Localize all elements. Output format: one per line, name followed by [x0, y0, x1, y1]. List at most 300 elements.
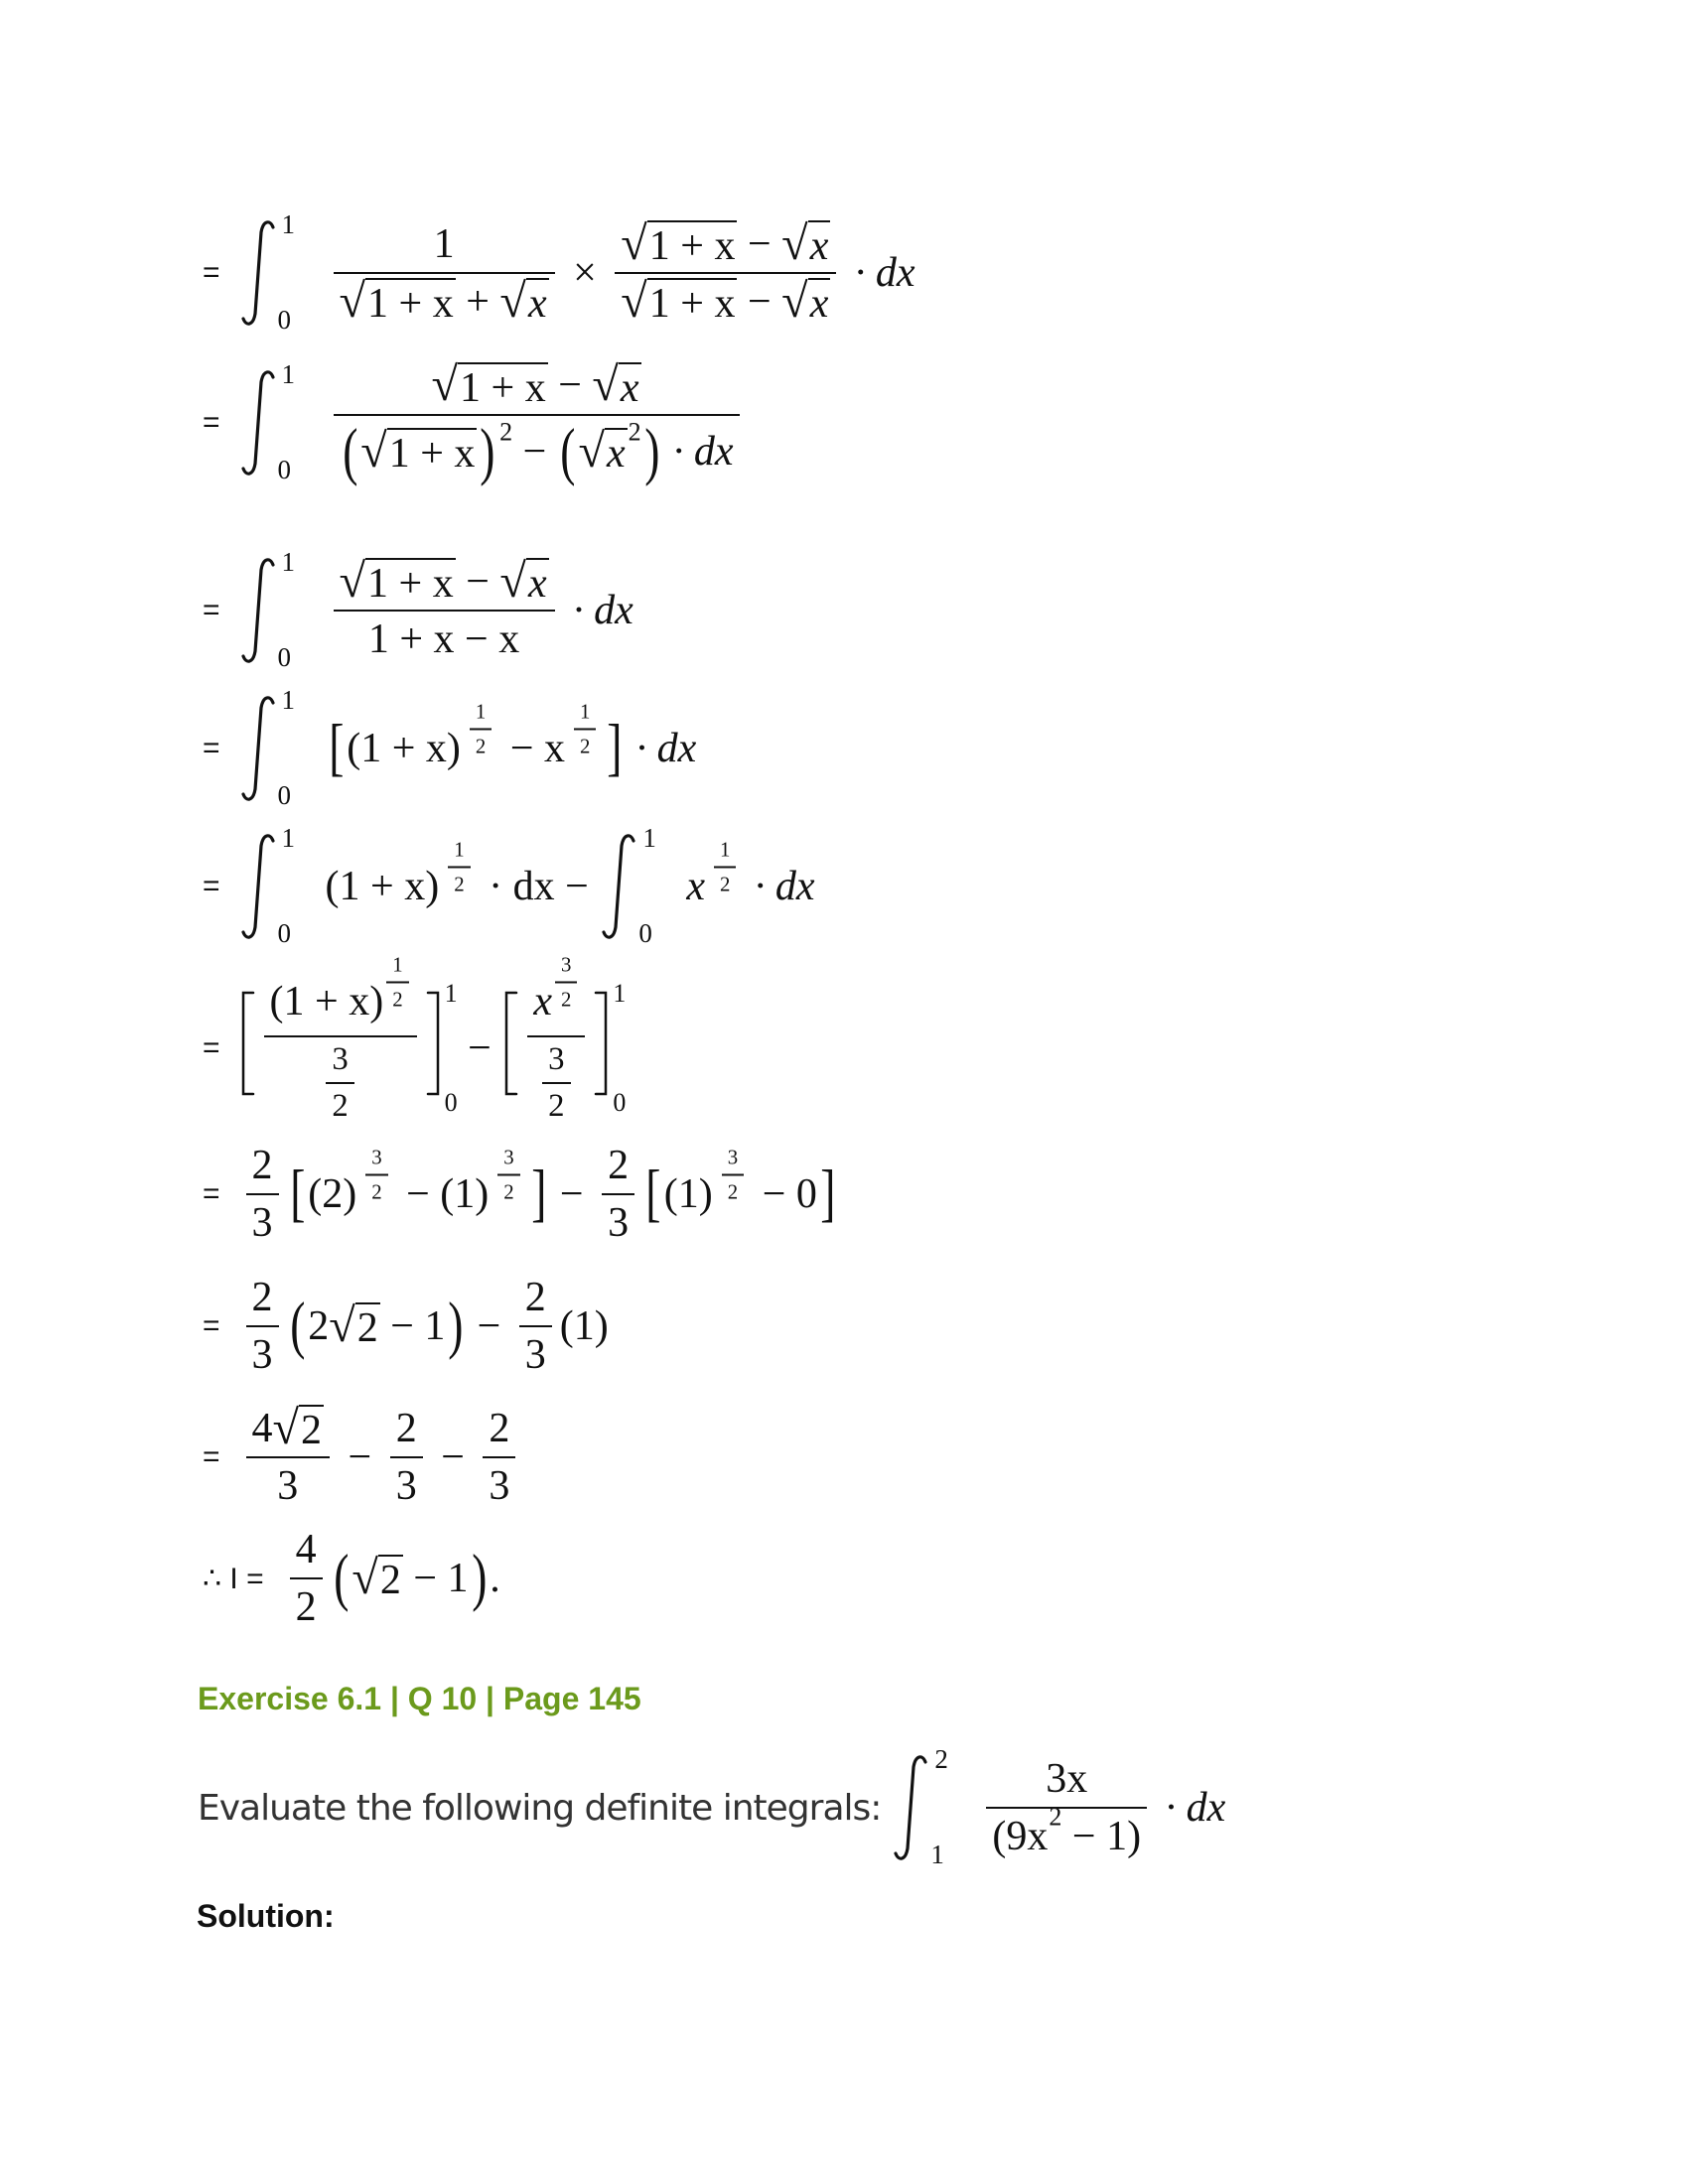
fraction [714, 837, 736, 896]
math-text: 2 [392, 987, 403, 1012]
fraction [497, 1145, 519, 1204]
square-root [781, 216, 830, 270]
numerator [448, 837, 470, 862]
evaluation-limits [613, 979, 626, 1118]
math-text: x [809, 222, 829, 269]
math-text: (1) [559, 1303, 609, 1349]
fraction-bar [390, 1456, 423, 1458]
open-bracket: [ [328, 712, 344, 784]
open-bracket: ( [289, 1290, 305, 1362]
fraction-bar [527, 1035, 585, 1037]
open-bracket [501, 989, 519, 1109]
upper-limit: 2 [934, 1744, 948, 1774]
math-text: (2) [308, 1171, 357, 1217]
math-text: x [533, 979, 552, 1024]
math-text: 2 [295, 1584, 317, 1630]
superscript [1049, 1802, 1061, 1832]
radicand [387, 428, 478, 476]
math-text: 3 [727, 1145, 739, 1169]
open-bracket [238, 989, 256, 1109]
radicand [526, 278, 549, 326]
math-text: (1 + x) [325, 864, 440, 909]
close-bracket-icon [425, 989, 443, 1098]
square-root [360, 424, 477, 478]
radical-sign-icon: √ [621, 275, 647, 328]
math-text: 2 [580, 734, 591, 758]
numerator [246, 1274, 279, 1321]
numerator [542, 1041, 570, 1078]
math-text: 3x [1046, 1756, 1088, 1802]
superscript [566, 699, 604, 758]
denominator [362, 615, 525, 663]
math-text: · dx [844, 250, 915, 296]
math-text: . [490, 1556, 500, 1601]
square-root [621, 216, 737, 270]
fraction [365, 1145, 387, 1204]
math-text: 2 [560, 987, 572, 1012]
denominator [519, 1331, 552, 1379]
integral [891, 1744, 968, 1870]
numerator [555, 952, 577, 977]
integral [238, 359, 316, 485]
math-text: 1 + x [367, 561, 454, 608]
lower-limit: 0 [277, 780, 292, 811]
radical-sign-icon: √ [360, 424, 387, 478]
denominator [470, 734, 492, 758]
step-lead: = [203, 870, 220, 902]
lower-limit: 0 [277, 642, 292, 673]
math-text: 3 [332, 1041, 349, 1077]
bracket-content [578, 417, 641, 478]
math-text: 1 + x [367, 281, 454, 328]
upper-limit: 1 [281, 209, 296, 239]
radicand [365, 558, 456, 606]
math-text: 3 [503, 1145, 514, 1169]
numerator [334, 554, 555, 608]
upper-limit: 1 [281, 823, 296, 853]
open-bracket-icon [238, 989, 256, 1098]
open-bracket: [ [289, 1158, 305, 1230]
superscript [384, 952, 410, 1012]
numerator [426, 358, 647, 412]
step-lead: = [203, 732, 220, 764]
numerator [246, 1142, 279, 1189]
radical-sign-icon: √ [499, 554, 526, 608]
bracket-group [340, 415, 499, 487]
radicand [458, 362, 548, 410]
close-bracket: ] [607, 712, 623, 784]
math-text: 1 + x − x [367, 616, 520, 663]
fraction-bar [615, 272, 836, 274]
upper-limit: 1 [281, 359, 296, 389]
numerator [290, 1526, 323, 1573]
fraction-bar [574, 728, 596, 730]
lower-limit: 0 [277, 918, 292, 949]
math-text: 2 [628, 417, 641, 447]
fraction-bar [365, 1173, 387, 1175]
step-lead: = [203, 1031, 220, 1064]
superscript [440, 837, 478, 896]
math-text: 2 [503, 1179, 514, 1204]
math-text: x [686, 864, 705, 909]
math-text: − [737, 279, 782, 326]
fraction [574, 699, 596, 758]
math-text: 1 [454, 837, 465, 862]
math-text: 3 [524, 1332, 546, 1378]
fraction [290, 1526, 323, 1631]
math-text: 2 [301, 1408, 323, 1454]
math-text: 3 [608, 1200, 630, 1246]
math-text: − [455, 558, 500, 605]
radicand [647, 278, 738, 326]
math-text: − 0 [752, 1171, 817, 1217]
integral [238, 547, 316, 673]
radical-sign-icon: √ [431, 358, 459, 412]
solution-step [203, 797, 815, 976]
close-bracket: ] [820, 1158, 836, 1230]
superscript [706, 837, 744, 896]
math-text: 1 [580, 699, 591, 724]
numerator [390, 1405, 423, 1452]
math-text: 2 [395, 1406, 417, 1451]
fraction [615, 216, 836, 328]
fraction-bar [497, 1173, 519, 1175]
numerator [264, 952, 417, 1031]
fraction-bar [714, 866, 736, 868]
upper-limit: 1 [642, 823, 656, 853]
close-bracket: ) [643, 415, 660, 487]
bracket-content [308, 1145, 528, 1224]
square-root [621, 275, 737, 328]
denominator [722, 1179, 744, 1204]
radical-sign-icon: √ [272, 1401, 300, 1454]
radical-sign-icon: √ [339, 274, 366, 328]
bracket-group [557, 415, 663, 487]
math-text: · dx [562, 588, 633, 633]
radicand [378, 1555, 403, 1602]
denominator [448, 872, 470, 896]
integral [238, 685, 316, 811]
fraction [527, 952, 585, 1125]
numerator [1040, 1755, 1093, 1803]
close-bracket [593, 989, 611, 1109]
math-text: 2 [251, 1143, 273, 1188]
numerator [519, 1274, 552, 1321]
math-text: 2 [454, 872, 465, 896]
fraction [519, 1274, 552, 1379]
fraction-bar [986, 1807, 1147, 1809]
math-text: 2 [1049, 1802, 1062, 1832]
math-text: − (1) [395, 1171, 490, 1217]
integral-sign-icon [238, 368, 278, 478]
open-bracket: ( [333, 1542, 350, 1614]
bracket-group [287, 1145, 550, 1230]
math-text: · dx [744, 864, 815, 909]
fraction-bar [246, 1193, 279, 1195]
radical-sign-icon: √ [499, 274, 526, 328]
fraction-bar [722, 1173, 744, 1175]
fraction [386, 952, 408, 1012]
radicand [299, 1405, 324, 1452]
math-text: 4 [251, 1405, 273, 1451]
step-lead: = [203, 1309, 220, 1342]
math-text: 1 [475, 699, 487, 724]
exercise-heading: Exercise 6.1 | Q 10 | Page 145 [198, 1681, 641, 1716]
step-lead: = [203, 406, 220, 439]
radicand [808, 278, 831, 326]
bracket-group [501, 952, 627, 1125]
close-bracket-icon [593, 989, 611, 1098]
fraction [986, 1755, 1147, 1860]
math-text: 3 [489, 1463, 510, 1509]
superscript [499, 418, 512, 448]
radical-sign-icon: √ [329, 1298, 355, 1352]
square-root [781, 275, 830, 328]
step-lead: = [203, 1440, 220, 1473]
math-text: 3 [548, 1041, 565, 1077]
open-bracket-icon [501, 989, 519, 1098]
superscript [490, 1145, 527, 1204]
math-text: 2 [308, 1302, 330, 1349]
integral [238, 209, 316, 336]
open-bracket: [ [645, 1158, 661, 1230]
close-bracket: ) [448, 1290, 464, 1362]
bracket-group [331, 1542, 491, 1614]
denominator [497, 1179, 519, 1204]
lower-limit: 0 [277, 305, 292, 336]
math-text: · dx − [478, 864, 600, 909]
math-text: + [455, 278, 500, 325]
math-text: 1 [433, 220, 455, 267]
denominator [334, 415, 740, 487]
fraction-bar [326, 1082, 353, 1084]
fraction [246, 1142, 279, 1247]
superscript [357, 1145, 395, 1204]
math-text: 2 [371, 1179, 382, 1204]
math-text: − 1) [1061, 1814, 1142, 1859]
radicand [526, 558, 549, 606]
superscript [629, 418, 641, 448]
square-root [578, 424, 628, 478]
math-text: 1 + x [648, 222, 736, 269]
fraction [602, 1142, 634, 1247]
math-text: − [467, 1303, 511, 1349]
denominator [986, 1802, 1147, 1860]
step-lead: = [203, 1177, 220, 1210]
math-text: x [620, 364, 639, 411]
numerator [615, 216, 836, 270]
fraction [334, 358, 740, 487]
math-text: 1 + x [460, 364, 546, 411]
lower-limit: 0 [277, 455, 292, 485]
upper-limit: 1 [281, 547, 296, 577]
radicand [808, 220, 831, 268]
integral-sign-icon [238, 556, 278, 665]
numerator [722, 1145, 744, 1169]
math-text: − x [499, 726, 565, 771]
bracket-content [663, 1145, 817, 1224]
integral [238, 823, 316, 949]
math-text: − 1 [379, 1302, 446, 1349]
math-text: (9x [992, 1814, 1049, 1859]
bracket-group [642, 1145, 838, 1230]
close-bracket: ) [471, 1542, 487, 1614]
integral [599, 823, 676, 949]
lower-limit: 0 [638, 918, 652, 949]
fraction-bar [542, 1082, 570, 1084]
square-root [499, 554, 548, 608]
fraction [334, 220, 555, 326]
lower-limit: 0 [444, 1088, 458, 1117]
fraction-bar [470, 728, 492, 730]
math-text: (1 + x) [347, 726, 461, 771]
upper-limit: 1 [281, 685, 296, 715]
open-bracket: ( [342, 415, 357, 487]
square-root [431, 358, 548, 412]
radical-sign-icon: √ [621, 216, 647, 270]
math-text: 1 + x [648, 281, 736, 328]
math-text: x [527, 561, 547, 608]
math-text: 4 [295, 1527, 317, 1572]
math-text: 2 [489, 1406, 510, 1451]
math-text: 1 + x [388, 431, 476, 478]
upper-limit: 1 [444, 979, 458, 1008]
math-text: 2 [475, 734, 487, 758]
square-root [329, 1298, 380, 1352]
fraction-bar [448, 866, 470, 868]
bracket-group [238, 952, 458, 1125]
numerator [428, 220, 461, 268]
denominator [615, 275, 836, 328]
bracket-content [360, 424, 477, 478]
math-text: − [512, 429, 557, 476]
denominator [714, 872, 736, 896]
numerator [574, 699, 596, 724]
denominator [555, 987, 577, 1012]
math-text: − [430, 1434, 476, 1480]
math-text: 1 [392, 952, 403, 977]
math-text: − [547, 362, 593, 409]
math-text: − [549, 1171, 595, 1217]
fraction [246, 1274, 279, 1379]
math-text: x [607, 431, 626, 478]
lower-limit: 0 [613, 1088, 627, 1117]
fraction [334, 554, 555, 663]
math-text: (1 + x) [269, 979, 384, 1024]
denominator [574, 734, 596, 758]
radical-sign-icon: √ [781, 275, 808, 328]
integral-sign-icon [891, 1753, 930, 1862]
fraction-bar [246, 1456, 331, 1458]
square-root [339, 554, 456, 608]
upper-limit: 1 [613, 979, 627, 1008]
radical-sign-icon: √ [352, 1551, 378, 1604]
denominator [334, 274, 555, 328]
fraction-bar [264, 1035, 417, 1037]
step-lead: ∴ I = [203, 1562, 264, 1595]
fraction-bar [519, 1325, 552, 1327]
numerator [602, 1142, 634, 1189]
square-root [339, 274, 456, 328]
math-text: 2 [332, 1088, 349, 1124]
fraction-bar [334, 272, 555, 274]
close-bracket: ] [530, 1158, 547, 1230]
superscript [553, 952, 579, 1012]
fraction-bar [555, 981, 577, 983]
bracket-group [287, 1290, 468, 1362]
open-bracket: ( [560, 415, 576, 487]
radicand [619, 362, 641, 410]
evaluation-limits [445, 979, 458, 1118]
math-text: 3 [251, 1332, 273, 1378]
step-lead: = [203, 594, 220, 626]
fraction-bar [483, 1456, 515, 1458]
bracket-content [519, 952, 593, 1125]
integral-sign-icon [599, 832, 638, 941]
math-text: 3 [277, 1463, 299, 1510]
math-text: − 1 [402, 1555, 469, 1601]
radicand [605, 428, 628, 476]
solution-step [203, 1489, 500, 1668]
question-text: Evaluate the following definite integrals: [198, 1787, 882, 1829]
fraction-bar [386, 981, 408, 983]
math-text: 2 [251, 1275, 273, 1320]
math-text: − [737, 220, 782, 267]
bracket-group [326, 699, 627, 784]
bracket-content [347, 699, 604, 778]
math-text: x [809, 281, 829, 328]
fraction-bar [334, 414, 740, 416]
fraction-bar [290, 1577, 323, 1579]
math-text: − [457, 1025, 502, 1071]
math-text: x [527, 281, 547, 328]
numerator [386, 952, 408, 977]
math-text: 2 [356, 1305, 378, 1352]
math-text: · dx [1155, 1785, 1226, 1831]
square-root [352, 1551, 403, 1604]
fraction-bar [334, 610, 555, 612]
math-text: 3 [251, 1200, 273, 1246]
numerator [326, 1041, 353, 1078]
math-text: × [562, 250, 608, 296]
numerator [497, 1145, 519, 1169]
radical-sign-icon: √ [781, 216, 808, 270]
numerator [527, 952, 585, 1031]
fraction-bar [602, 1193, 634, 1195]
denominator [290, 1583, 323, 1631]
solution-label: Solution: [197, 1898, 335, 1934]
lower-limit: 1 [930, 1840, 944, 1870]
math-text: 3 [395, 1463, 417, 1509]
question-integral [891, 1744, 1226, 1870]
radical-sign-icon: √ [578, 424, 606, 478]
math-text: 2 [548, 1088, 565, 1124]
math-text: − [338, 1434, 382, 1480]
radical-sign-icon: √ [592, 358, 619, 412]
math-text: (1) [663, 1171, 713, 1217]
radicand [647, 220, 738, 268]
bracket-content [352, 1551, 469, 1604]
fraction [722, 1145, 744, 1204]
denominator [386, 987, 408, 1012]
radicand [355, 1302, 380, 1350]
step-lead: = [203, 256, 220, 289]
math-text: 2 [608, 1143, 630, 1188]
square-root [592, 358, 640, 412]
math-text: 3 [560, 952, 572, 977]
math-text: · dx [626, 726, 697, 771]
math-text: 3 [371, 1145, 382, 1169]
